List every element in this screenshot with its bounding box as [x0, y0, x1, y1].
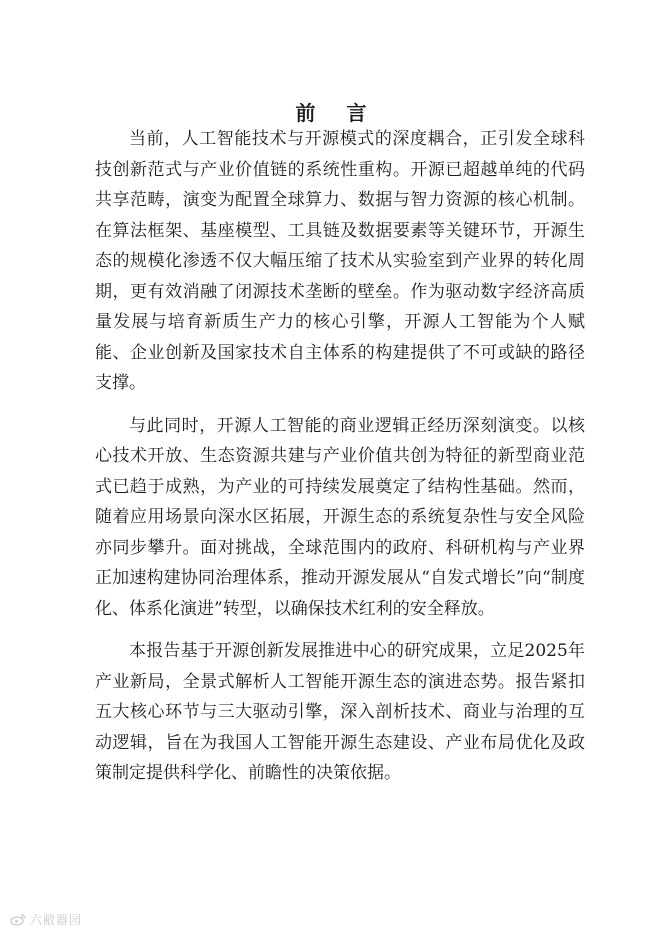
page-title: 前 言 — [295, 101, 379, 125]
paragraph-2: 与此同时，开源人工智能的商业逻辑正经历深刻演变。以核心技术开放、生态资源共建与产业价值共创为特征的新型商业范式已趋于成熟，为产业的可持续发展奠定了结构性基础。然而，随着应用场景向深水区拓展，开源生态的系统复杂性与安全风险亦同步攀升。面对挑战，全球范围内的政府、科研机构与产业界正加速构建协同治理体系，推动开源发展从“自发式增长”向“制度化、体系化演进”转型，以确保技术红利的安全释放。 — [95, 415, 585, 619]
paragraph-3: 本报告基于开源创新发展推进中心的研究成果，立足2025年产业新局，全景式解析人工智能开源生态的演进态势。报告紧扣五大核心环节与三大驱动引擎，深入剖析技术、商业与治理的互动逻辑，旨在为我国人工智能开源生态建设、产业布局优化及政策制定提供科学化、前瞻性的决策依据。 — [95, 641, 585, 783]
paragraph-1: 当前，人工智能技术与开源模式的深度耦合，正引发全球科技创新范式与产业价值链的系统性重构。开源已超越单纯的代码共享范畴，演变为配置全球算力、数据与智力资源的核心机制。在算法框架、基座模型、工具链及数据要素等关键环节，开源生态的规模化渗透不仅大幅压缩了技术从实验室到产业界的转化周期，更有效消融了闭源技术垄断的壁垒。作为驱动数字经济高质量发展与培育新质生产力的核心引擎，开源人工智能为个人赋能、企业创新及国家技术自主体系的构建提供了不可或缺的路径支撑。 — [95, 129, 585, 393]
watermark-text: 六敝器园 — [30, 913, 83, 927]
weibo-logo-icon — [10, 913, 26, 926]
body-text — [95, 124, 585, 801]
watermark — [10, 911, 82, 928]
